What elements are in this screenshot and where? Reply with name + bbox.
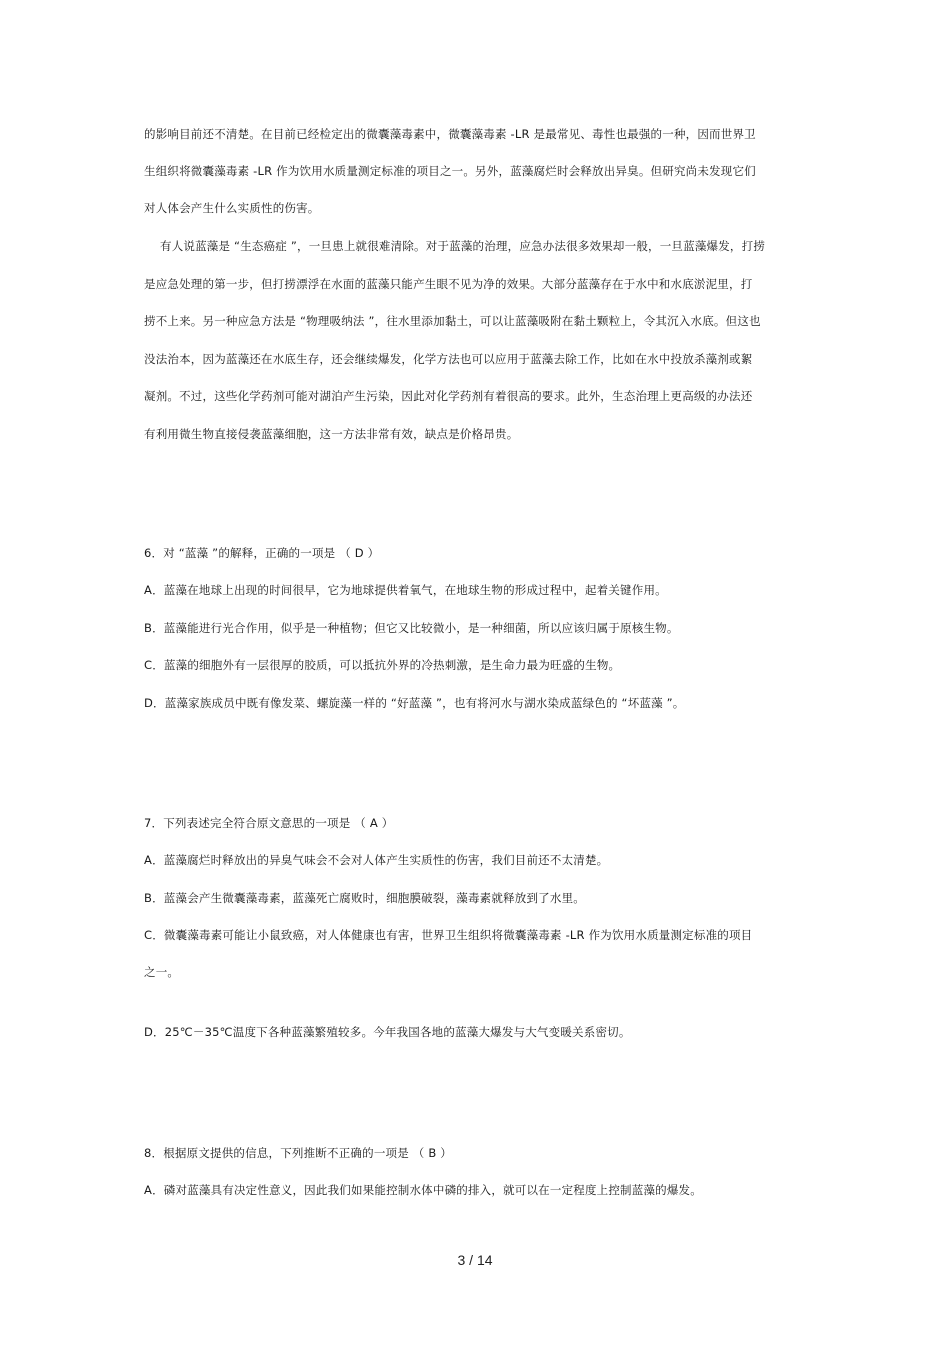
passage-line-2: 生组织将微囊藻毒素 -LR 作为饮用水质量测定标准的项目之一。另外，蓝藻腐烂时会释放出异臭。但研究尚未发现它们	[144, 164, 756, 178]
question-8-stem: 8．根据原文提供的信息，下列推断不正确的一项是 （ B ）	[144, 1146, 452, 1160]
question-6-stem: 6．对 “蓝藻 ”的解释，正确的一项是 （ D ）	[144, 546, 380, 560]
question-7-option-b: B．蓝藻会产生微囊藻毒素，蓝藻死亡腐败时，细胞膜破裂，藻毒素就释放到了水里。	[144, 891, 585, 905]
question-6-option-c: C．蓝藻的细胞外有一层很厚的胶质，可以抵抗外界的冷热刺激，是生命力最为旺盛的生物。	[144, 658, 621, 672]
passage-line-6: 捞不上来。另一种应急方法是 “物理吸纳法 ”，往水里添加黏土，可以让蓝藻吸附在黏土颗粒上，令其沉入水底。但这也	[144, 314, 761, 328]
question-7-stem: 7．下列表述完全符合原文意思的一项是 （ A ）	[144, 816, 394, 830]
question-7-option-c-line-2: 之一。	[144, 965, 180, 979]
question-7-option-a: A．蓝藻腐烂时释放出的异臭气味会不会对人体产生实质性的伤害，我们目前还不太清楚。	[144, 853, 609, 867]
page-number: 3 / 14	[457, 1252, 493, 1268]
question-6-option-d: D．蓝藻家族成员中既有像发菜、螺旋藻一样的 “好蓝藻 ”，也有将河水与湖水染成蓝绿色的 “坏蓝藻 ”。	[144, 696, 685, 710]
passage-line-5: 是应急处理的第一步，但打捞漂浮在水面的蓝藻只能产生眼不见为净的效果。大部分蓝藻存在于水中和水底淤泥里，打	[144, 277, 753, 291]
passage-line-1: 的影响目前还不清楚。在目前已经检定出的微囊藻毒素中，微囊藻毒素 -LR 是最常见、毒性也最强的一种，因而世界卫	[144, 127, 756, 141]
passage-line-8: 凝剂。不过，这些化学药剂可能对湖泊产生污染，因此对化学药剂有着很高的要求。此外，生态治理上更高级的办法还	[144, 389, 753, 403]
passage-line-7: 没法治本，因为蓝藻还在水底生存，还会继续爆发，化学方法也可以应用于蓝藻去除工作，比如在水中投放杀藻剂或絮	[144, 352, 753, 366]
passage-line-4: 有人说蓝藻是 “生态癌症 ”，一旦患上就很难清除。对于蓝藻的治理，应急办法很多效果却一般，一旦蓝藻爆发，打捞	[160, 239, 766, 253]
question-6-option-a: A．蓝藻在地球上出现的时间很早，它为地球提供着氧气，在地球生物的形成过程中，起着关键作用。	[144, 583, 667, 597]
passage-line-9: 有利用微生物直接侵袭蓝藻细胞，这一方法非常有效，缺点是价格昂贵。	[144, 427, 519, 441]
question-6-option-b: B．蓝藻能进行光合作用，似乎是一种植物；但它又比较微小，是一种细菌，所以应该归属于原核生物。	[144, 621, 679, 635]
question-7-option-d: D．25℃－35℃温度下各种蓝藻繁殖较多。今年我国各地的蓝藻大爆发与大气变暖关系密切。	[144, 1025, 631, 1039]
passage-line-3: 对人体会产生什么实质性的伤害。	[144, 201, 320, 215]
question-8-option-a: A．磷对蓝藻具有决定性意义，因此我们如果能控制水体中磷的排入，就可以在一定程度上控制蓝藻的爆发。	[144, 1183, 702, 1197]
question-7-option-c-line-1: C．微囊藻毒素可能让小鼠致癌，对人体健康也有害，世界卫生组织将微囊藻毒素 -LR 作为饮用水质量测定标准的项目	[144, 928, 753, 942]
